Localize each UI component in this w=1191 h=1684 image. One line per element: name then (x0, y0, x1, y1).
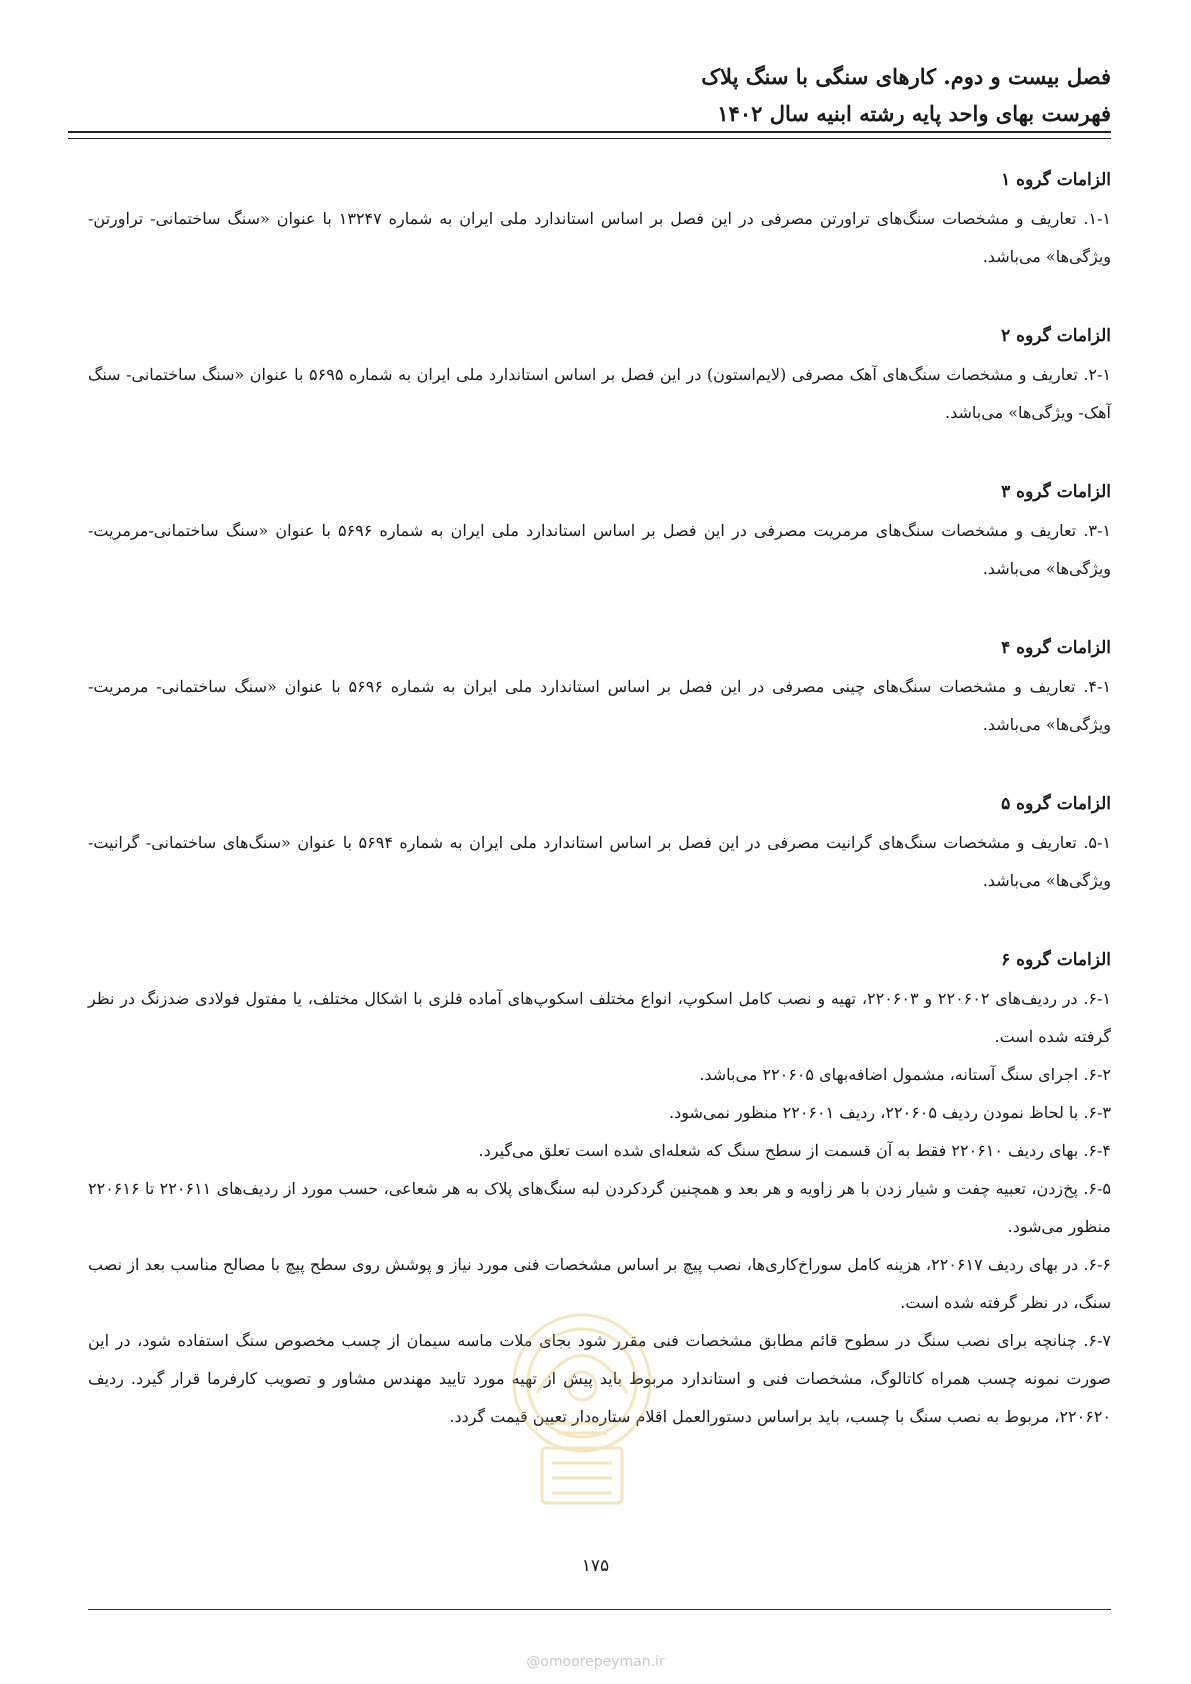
section-title: الزامات گروه ۴ (1001, 638, 1111, 658)
paragraph: ۲-۱. تعاریف و مشخصات سنگ‌های آهک مصرفی (لایم‌استون) در این فصل بر اساس استاندارد ملی ایران به شماره ۵۶۹۵ با عنوان «سنگ ساختمانی- سنگ آهک- ویژگی‌ها» می‌باشد. (88, 365, 1112, 422)
paragraph: ۶-۷. چنانچه برای نصب سنگ در سطوح قائم مطابق مشخصات فنی مقرر شود بجای ملات ماسه سیمان از چسب مخصوص سنگ استفاده شود، در این صورت نمونه چسب همراه کاتالوگ، مشخصات فنی و استاندارد مربوط باید پیش از تهیه مورد تایید مهندس مشاور و تصویب کارفرما قرار گیرد. ردیف ۲۲۰۶۲۰، مربوط به نصب سنگ با چسب، باید براساس دستورالعمل اقلام ستاره‌دار تعیین قیمت گردد. (88, 1331, 1111, 1426)
paragraph: ۶-۵. پخ‌زدن، تعبیه چفت و شیار زدن با هر زاویه و هر بعد و همچنین گردکردن لبه سنگ‌های پلاک به هر شعاعی، حسب مورد از ردیف‌های ۲۲۰۶۱۱ تا ۲۲۰۶۱۶ منظور می‌شود. (88, 1179, 1111, 1236)
section-group-3 (88, 472, 1111, 588)
paragraph: ۴-۱. تعاریف و مشخصات سنگ‌های چینی مصرفی در این فصل بر اساس استاندارد ملی ایران به شماره ۵۶۹۶ با عنوان «سنگ ساختمانی- مرمریت- ویژگی‌ها» می‌باشد. (88, 677, 1112, 734)
header-divider (68, 131, 1111, 139)
paragraph: ۶-۴. بهای ردیف ۲۲۰۶۱۰ فقط به آن قسمت از سطح سنگ که شعله‌ای شده است تعلق می‌گیرد. (478, 1141, 1111, 1160)
section-group-4 (88, 628, 1111, 744)
section-group-5 (88, 784, 1111, 900)
footer-divider (88, 1609, 1111, 1610)
chapter-title: فصل بیست و دوم. کارهای سنگی با سنگ پلاک (701, 64, 1111, 89)
section-title: الزامات گروه ۶ (1001, 950, 1111, 970)
paragraph: ۶-۲. اجرای سنگ آستانه، مشمول اضافه‌بهای ۲۲۰۶۰۵ می‌باشد. (699, 1065, 1111, 1084)
paragraph: ۶-۶. در بهای ردیف ۲۲۰۶۱۷، هزینه کامل سوراخ‌کاری‌ها، نصب پیچ بر اساس مشخصات فنی مورد نیاز و پوشش روی سطح پیچ با مصالح مناسب بعد از نصب سنگ، در نظر گرفته شده است. (88, 1255, 1111, 1312)
paragraph: ۱-۱. تعاریف و مشخصات سنگ‌های تراورتن مصرفی در این فصل بر اساس استاندارد ملی ایران به شماره ۱۳۲۴۷ با عنوان «سنگ ساختمانی- تراورتن- ویژگی‌ها» می‌باشد. (88, 209, 1111, 266)
website-watermark: @omoorepeyman.ir (526, 1654, 665, 1670)
section-group-1 (88, 160, 1111, 276)
paragraph: ۶-۱. در ردیف‌های ۲۲۰۶۰۲ و ۲۲۰۶۰۳، تهیه و نصب کامل اسکوپ، انواع مختلف اسکوپ‌های آماده فلزی با اشکال مختلف، یا مفتول فولادی ضدزنگ در نظر گرفته شده است. (88, 989, 1112, 1046)
paragraph: ۵-۱. تعاریف و مشخصات سنگ‌های گرانیت مصرفی در این فصل بر اساس استاندارد ملی ایران به شماره ۵۶۹۴ با عنوان «سنگ‌های ساختمانی- گرانیت- ویژگی‌ها» می‌باشد. (88, 833, 1111, 890)
watermark-seal-icon (497, 1298, 667, 1518)
price-list-title: فهرست بهای واحد پایه رشته ابنیه سال ۱۴۰۲ (717, 101, 1111, 126)
section-title: الزامات گروه ۲ (1001, 326, 1111, 346)
page-number: ۱۷۵ (581, 1556, 610, 1576)
page-header (68, 58, 1111, 132)
section-title: الزامات گروه ۵ (1001, 794, 1111, 814)
paragraph: ۳-۱. تعاریف و مشخصات سنگ‌های مرمریت مصرفی در این فصل بر اساس استاندارد ملی ایران به شماره ۵۶۹۶ با عنوان «سنگ ساختمانی-مرمریت- ویژگی‌ها» می‌باشد. (88, 521, 1111, 578)
section-group-2 (88, 316, 1111, 432)
paragraph: ۶-۳. با لحاظ نمودن ردیف ۲۲۰۶۰۵، ردیف ۲۲۰۶۰۱ منظور نمی‌شود. (669, 1103, 1111, 1122)
section-title: الزامات گروه ۳ (1001, 482, 1111, 502)
page-content (88, 160, 1111, 1476)
section-title: الزامات گروه ۱ (1001, 170, 1111, 190)
